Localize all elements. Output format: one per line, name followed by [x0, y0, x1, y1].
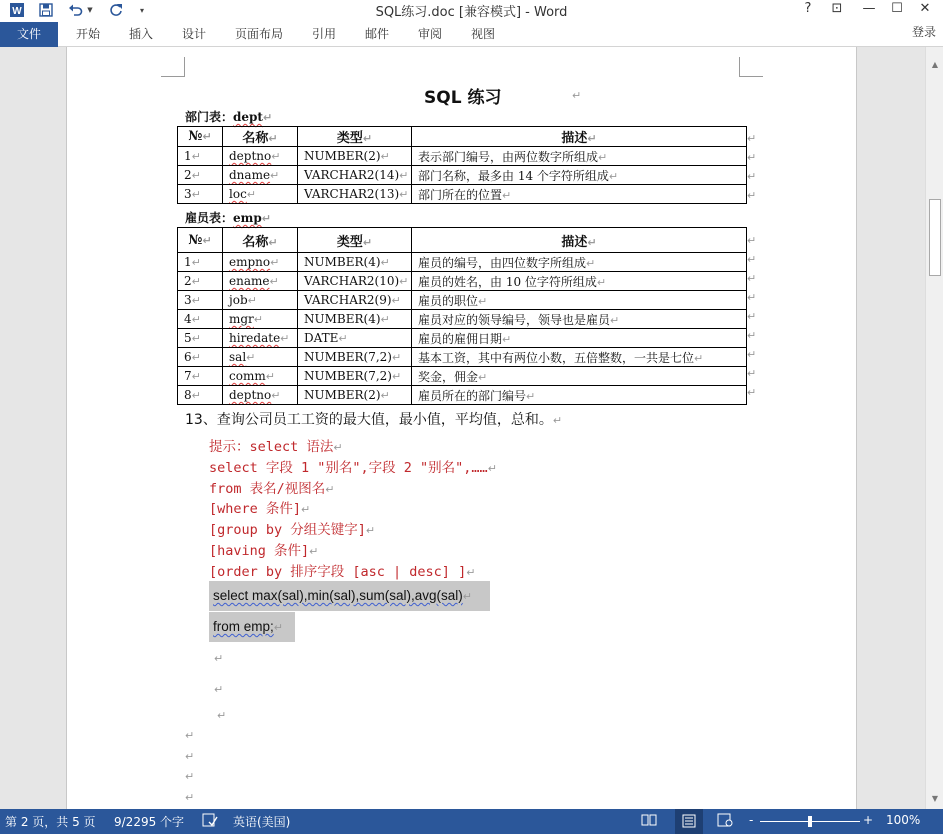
row-end-marks: ↵ ↵ ↵ ↵ — [747, 132, 757, 202]
chevron-down-icon[interactable]: ▼ — [87, 6, 93, 14]
cell-no[interactable]: 4↵ — [178, 310, 223, 329]
cell-type[interactable]: NUMBER(7,2)↵ — [298, 367, 412, 386]
zoom-slider-thumb[interactable] — [808, 816, 812, 827]
tab-view[interactable]: 视图 — [471, 27, 496, 41]
proofing-icon[interactable] — [202, 813, 218, 830]
title-bar — [0, 0, 943, 22]
emp-table[interactable] — [177, 227, 747, 405]
scroll-up-icon[interactable]: ▲ — [931, 60, 939, 69]
header-desc: 描述↵ — [412, 127, 747, 147]
crop-mark-right — [739, 57, 763, 77]
cell-desc[interactable]: 基本工资，其中有两位小数，五倍整数，一共是七位↵ — [412, 348, 747, 367]
table-header-row — [178, 228, 747, 253]
cell-desc[interactable]: 雇员的编号，由四位数字所组成↵ — [412, 253, 747, 272]
cell-name[interactable]: deptno↵ — [223, 386, 298, 405]
paragraph-mark: ↵ — [185, 750, 195, 763]
cell-type[interactable]: VARCHAR2(10)↵ — [298, 272, 412, 291]
cell-type[interactable]: NUMBER(7,2)↵ — [298, 348, 412, 367]
question-13[interactable]: 13、查询公司员工工资的最大值，最小值，平均值，总和。↵ — [185, 412, 563, 428]
paragraph-mark: ↵ — [185, 791, 195, 804]
word-count[interactable]: 9/2295 个字 — [114, 815, 185, 829]
cell-type[interactable]: NUMBER(4)↵ — [298, 310, 412, 329]
header-type: 类型↵ — [298, 228, 412, 253]
vertical-scrollbar[interactable] — [925, 47, 943, 809]
cell-name[interactable]: job↵ — [223, 291, 298, 310]
cell-name[interactable]: sal↵ — [223, 348, 298, 367]
hint-line-5[interactable]: [group by 分组关键字]↵ — [209, 522, 376, 538]
emp-caption-name: emp — [233, 211, 262, 225]
sign-in-link[interactable]: 登录 — [912, 25, 937, 39]
cell-no[interactable]: 7↵ — [178, 367, 223, 386]
table-row — [178, 329, 747, 348]
cell-name[interactable]: comm↵ — [223, 367, 298, 386]
zoom-in-button[interactable]: + — [863, 813, 874, 827]
tab-page-layout[interactable]: 页面布局 — [235, 27, 284, 41]
cell-name[interactable]: dname↵ — [223, 166, 298, 185]
cell-desc[interactable]: 雇员的雇佣日期↵ — [412, 329, 747, 348]
cell-desc[interactable]: 部门名称，最多由 14 个字符所组成↵ — [412, 166, 747, 185]
tab-references[interactable]: 引用 — [312, 27, 337, 41]
hint-line-1[interactable]: 提示：select 语法↵ — [209, 439, 343, 455]
paragraph-mark: ↵ — [572, 89, 582, 102]
cell-no[interactable]: 8↵ — [178, 386, 223, 405]
ribbon-display-options-button[interactable]: ⊡ — [831, 1, 843, 16]
row-end-marks: ↵ ↵ ↵ ↵ ↵ ↵ ↵ ↵ ↵ — [747, 234, 757, 399]
tab-mailings[interactable]: 邮件 — [365, 27, 390, 41]
header-type: 类型↵ — [298, 127, 412, 147]
table-row — [178, 291, 747, 310]
hint-line-6[interactable]: [having 条件]↵ — [209, 543, 319, 559]
cell-name[interactable]: deptno↵ — [223, 147, 298, 166]
cell-type[interactable]: NUMBER(4)↵ — [298, 253, 412, 272]
print-layout-icon[interactable] — [675, 809, 703, 834]
ribbon-tabs — [0, 22, 943, 47]
table-row — [178, 147, 747, 166]
help-button[interactable]: ? — [804, 1, 812, 16]
cell-no[interactable]: 3↵ — [178, 185, 223, 204]
header-name: 名称↵ — [223, 228, 298, 253]
tab-insert[interactable]: 插入 — [129, 27, 154, 41]
hint-line-7[interactable]: [order by 排序字段 [asc | desc] ]↵ — [209, 564, 476, 580]
window-title: SQL练习.doc [兼容模式] - Word — [375, 5, 568, 20]
cell-desc[interactable]: 雇员的姓名，由 10 位字符所组成↵ — [412, 272, 747, 291]
emp-caption-prefix: 雇员表： — [185, 211, 234, 225]
table-row — [178, 310, 747, 329]
cell-name[interactable]: empno↵ — [223, 253, 298, 272]
cell-desc[interactable]: 雇员对应的领导编号，领导也是雇员↵ — [412, 310, 747, 329]
paragraph-mark: ↵ — [262, 111, 273, 124]
cell-name[interactable]: ename↵ — [223, 272, 298, 291]
tab-file[interactable]: 文件 — [0, 22, 58, 47]
cell-no[interactable]: 5↵ — [178, 329, 223, 348]
paragraph-mark: ↵ — [261, 212, 271, 225]
cell-desc[interactable]: 表示部门编号，由两位数字所组成↵ — [412, 147, 747, 166]
cell-desc[interactable]: 雇员的职位↵ — [412, 291, 747, 310]
cell-type[interactable]: NUMBER(2)↵ — [298, 386, 412, 405]
cell-no[interactable]: 2↵ — [178, 272, 223, 291]
hint-line-3[interactable]: from 表名/视图名↵ — [209, 481, 335, 497]
cell-type[interactable]: VARCHAR2(14)↵ — [298, 166, 412, 185]
table-row — [178, 272, 747, 291]
tab-home[interactable]: 开始 — [76, 27, 101, 41]
tab-review[interactable]: 审阅 — [418, 27, 443, 41]
dept-caption-prefix: 部门表： — [185, 110, 234, 124]
paragraph-mark: ↵ — [214, 652, 224, 665]
svg-text:W: W — [12, 6, 22, 17]
header-desc: 描述↵ — [412, 228, 747, 253]
cell-type[interactable]: VARCHAR2(13)↵ — [298, 185, 412, 204]
crop-mark-left — [161, 57, 185, 77]
hint-line-4[interactable]: [where 条件]↵ — [209, 501, 311, 517]
header-no: №↵ — [178, 228, 223, 253]
cell-desc[interactable]: 部门所在的位置↵ — [412, 185, 747, 204]
hint-line-2[interactable]: select 字段 1 "别名",字段 2 "别名",……↵ — [209, 460, 497, 476]
minimize-button[interactable]: — — [862, 1, 876, 16]
paragraph-mark: ↵ — [185, 770, 195, 783]
cell-no[interactable]: 6↵ — [178, 348, 223, 367]
cell-no[interactable]: 1↵ — [178, 253, 223, 272]
table-row — [178, 348, 747, 367]
cell-type[interactable]: VARCHAR2(9)↵ — [298, 291, 412, 310]
status-bar — [0, 809, 943, 834]
zoom-level[interactable]: 100% — [886, 813, 921, 827]
cell-name[interactable]: loc↵ — [223, 185, 298, 204]
maximize-button[interactable]: ☐ — [891, 1, 903, 16]
paragraph-mark: ↵ — [552, 414, 563, 427]
code-line-select[interactable]: select max(sal),min(sal),sum(sal),avg(sal)↵ — [209, 581, 490, 611]
document-title[interactable]: SQL 练习 — [424, 88, 502, 108]
code-line-from[interactable]: from emp;↵ — [209, 612, 295, 642]
cell-desc[interactable]: 雇员所在的部门编号↵ — [412, 386, 747, 405]
cell-no[interactable]: 2↵ — [178, 166, 223, 185]
cell-name[interactable]: hiredate↵ — [223, 329, 298, 348]
table-header-row — [178, 127, 747, 147]
dept-caption-name: dept — [233, 110, 263, 124]
tab-design[interactable]: 设计 — [182, 27, 207, 41]
close-button[interactable]: ✕ — [919, 1, 931, 16]
cell-type[interactable]: NUMBER(2)↵ — [298, 147, 412, 166]
cell-desc[interactable]: 奖金，佣金↵ — [412, 367, 747, 386]
dept-table[interactable] — [177, 126, 747, 204]
web-layout-icon[interactable] — [717, 813, 733, 830]
language-indicator[interactable]: 英语(美国) — [233, 815, 291, 829]
page-indicator[interactable]: 第 2 页，共 5 页 — [5, 815, 96, 829]
paragraph-mark: ↵ — [217, 709, 227, 722]
header-name: 名称↵ — [223, 127, 298, 147]
zoom-out-button[interactable]: - — [749, 813, 754, 827]
read-mode-icon[interactable] — [641, 813, 657, 830]
paragraph-mark: ↵ — [185, 729, 195, 742]
cell-name[interactable]: mgr↵ — [223, 310, 298, 329]
paragraph-mark: ↵ — [214, 683, 224, 696]
table-row — [178, 185, 747, 204]
cell-no[interactable]: 3↵ — [178, 291, 223, 310]
cell-no[interactable]: 1↵ — [178, 147, 223, 166]
table-row — [178, 253, 747, 272]
scroll-down-icon[interactable]: ▼ — [931, 794, 939, 803]
table-row — [178, 386, 747, 405]
zoom-slider[interactable] — [760, 821, 860, 822]
cell-type[interactable]: DATE↵ — [298, 329, 412, 348]
scroll-thumb[interactable] — [929, 199, 941, 276]
header-no: №↵ — [178, 127, 223, 147]
table-row — [178, 166, 747, 185]
table-row — [178, 367, 747, 386]
dept-table-caption[interactable] — [185, 108, 272, 125]
customize-qat-icon[interactable]: ▾ — [139, 5, 144, 15]
emp-table-caption[interactable] — [185, 209, 271, 226]
